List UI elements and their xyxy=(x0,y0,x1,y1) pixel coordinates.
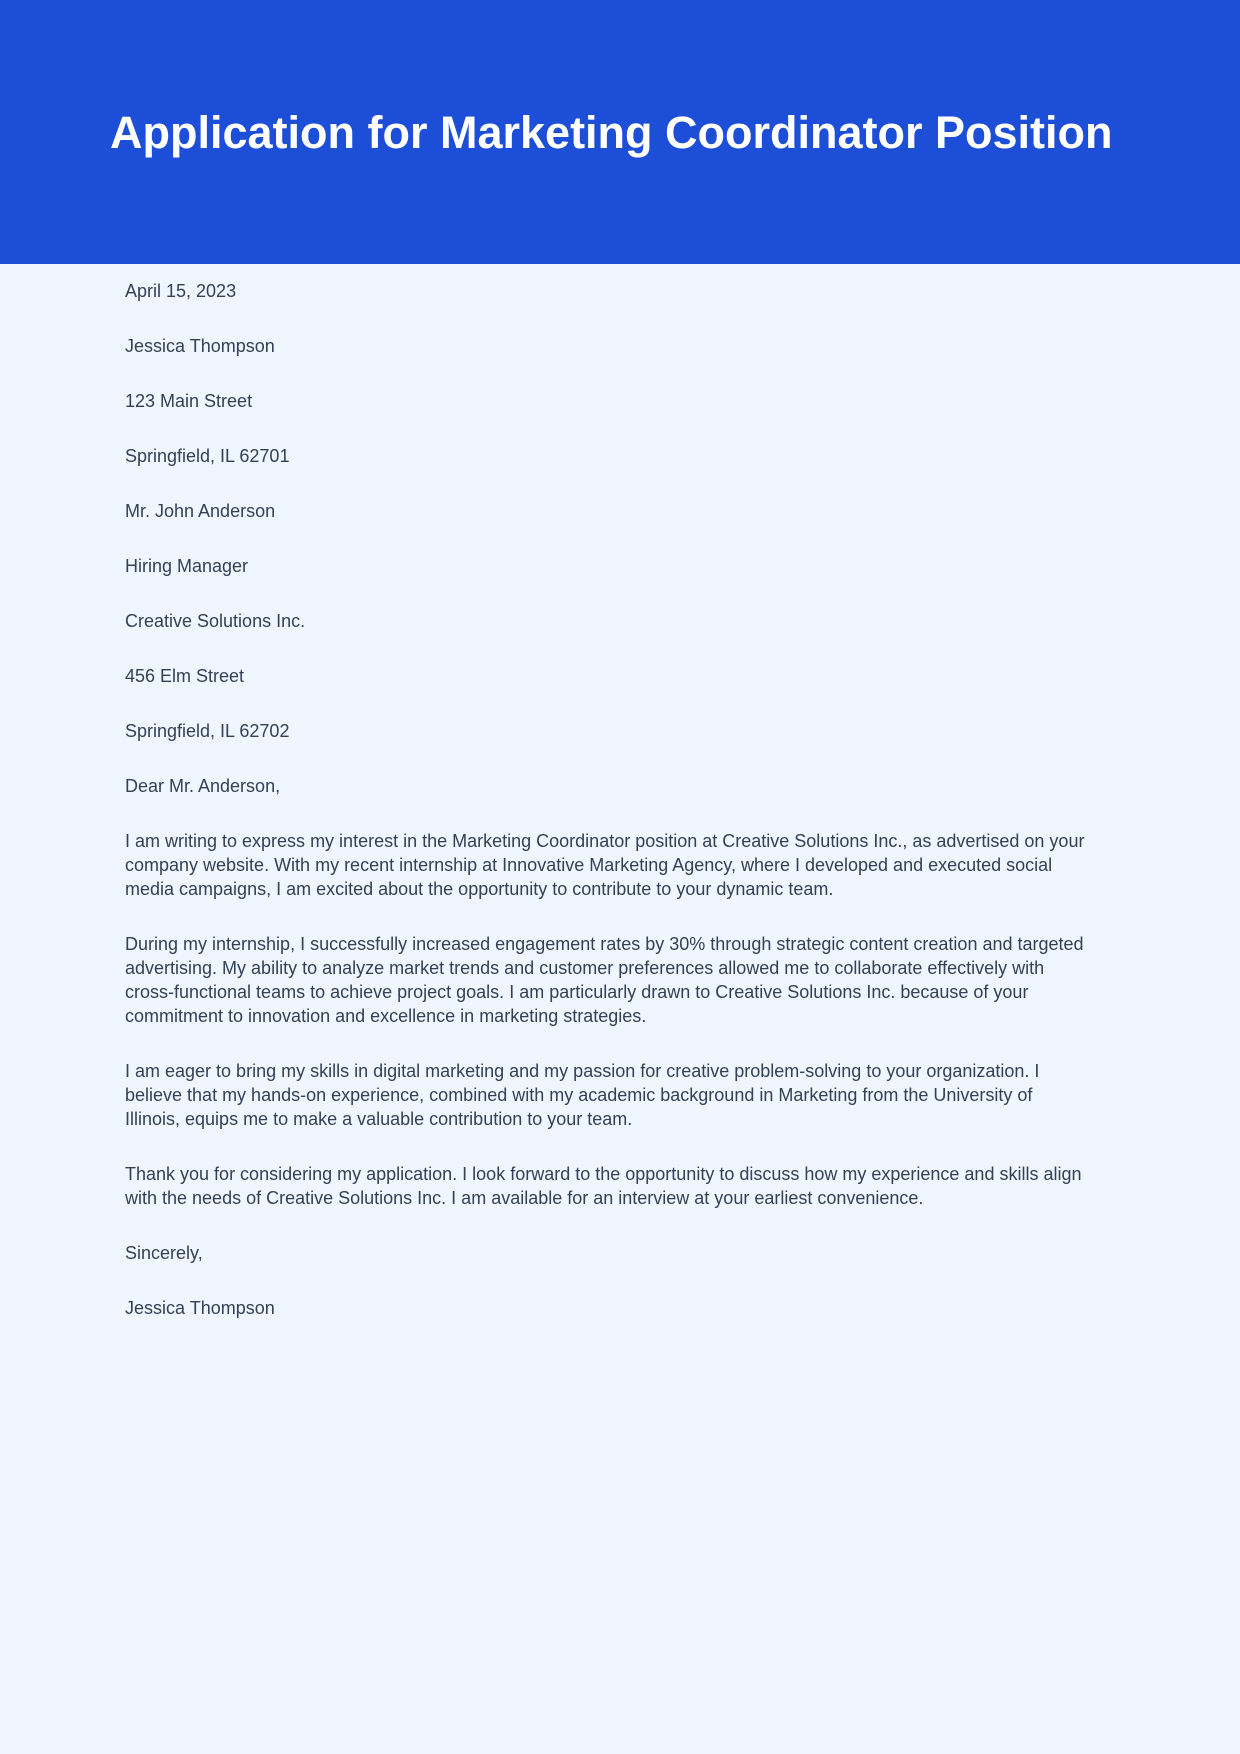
sender-name-line: Jessica Thompson xyxy=(125,336,275,356)
recipient-company-line: Creative Solutions Inc. xyxy=(125,611,306,631)
recipient-street-line: 456 Elm Street xyxy=(125,666,245,686)
signature-line: Jessica Thompson xyxy=(125,1298,275,1318)
recipient-name-line: Mr. John Anderson xyxy=(125,501,276,521)
sender-street-line: 123 Main Street xyxy=(125,391,253,411)
closing-line: Sincerely, xyxy=(125,1243,203,1263)
body-paragraph-2: During my internship, I successfully increased engagement rates by 30% through strategic content creation and targeted advertising. My ability to analyze market trends and customer preferences allowed me to collaborate effectively with cross-functional teams to achieve project goals. I am particularly drawn to Creative Solutions Inc. because of your commitment to innovation and excellence in marketing strategies. xyxy=(125,934,1084,1026)
letter-title: Application for Marketing Coordinator Position xyxy=(110,107,1113,158)
sender-city-line: Springfield, IL 62701 xyxy=(125,446,290,466)
body-paragraph-4: Thank you for considering my application. I look forward to the opportunity to discuss how my experience and skills align with the needs of Creative Solutions Inc. I am available for an interview at your earliest convenience. xyxy=(125,1164,1082,1208)
recipient-title-line: Hiring Manager xyxy=(125,556,249,576)
letter-header-banner xyxy=(0,0,1240,264)
date-line: April 15, 2023 xyxy=(125,281,237,301)
body-paragraph-1: I am writing to express my interest in the Marketing Coordinator position at Creative Solutions Inc., as advertised on your company website. With my recent internship at Innovative Marketing Agency, where I developed and executed social media campaigns, I am excited about the opportunity to contribute to your dynamic team. xyxy=(125,831,1085,899)
recipient-city-line: Springfield, IL 62702 xyxy=(125,721,290,741)
salutation-line: Dear Mr. Anderson, xyxy=(125,776,281,796)
body-paragraph-3: I am eager to bring my skills in digital marketing and my passion for creative problem-solving to your organization. I believe that my hands-on experience, combined with my academic background in Marketing from the University of Illinois, equips me to make a valuable contribution to your team. xyxy=(125,1061,1040,1129)
letter-body xyxy=(0,264,1240,1320)
